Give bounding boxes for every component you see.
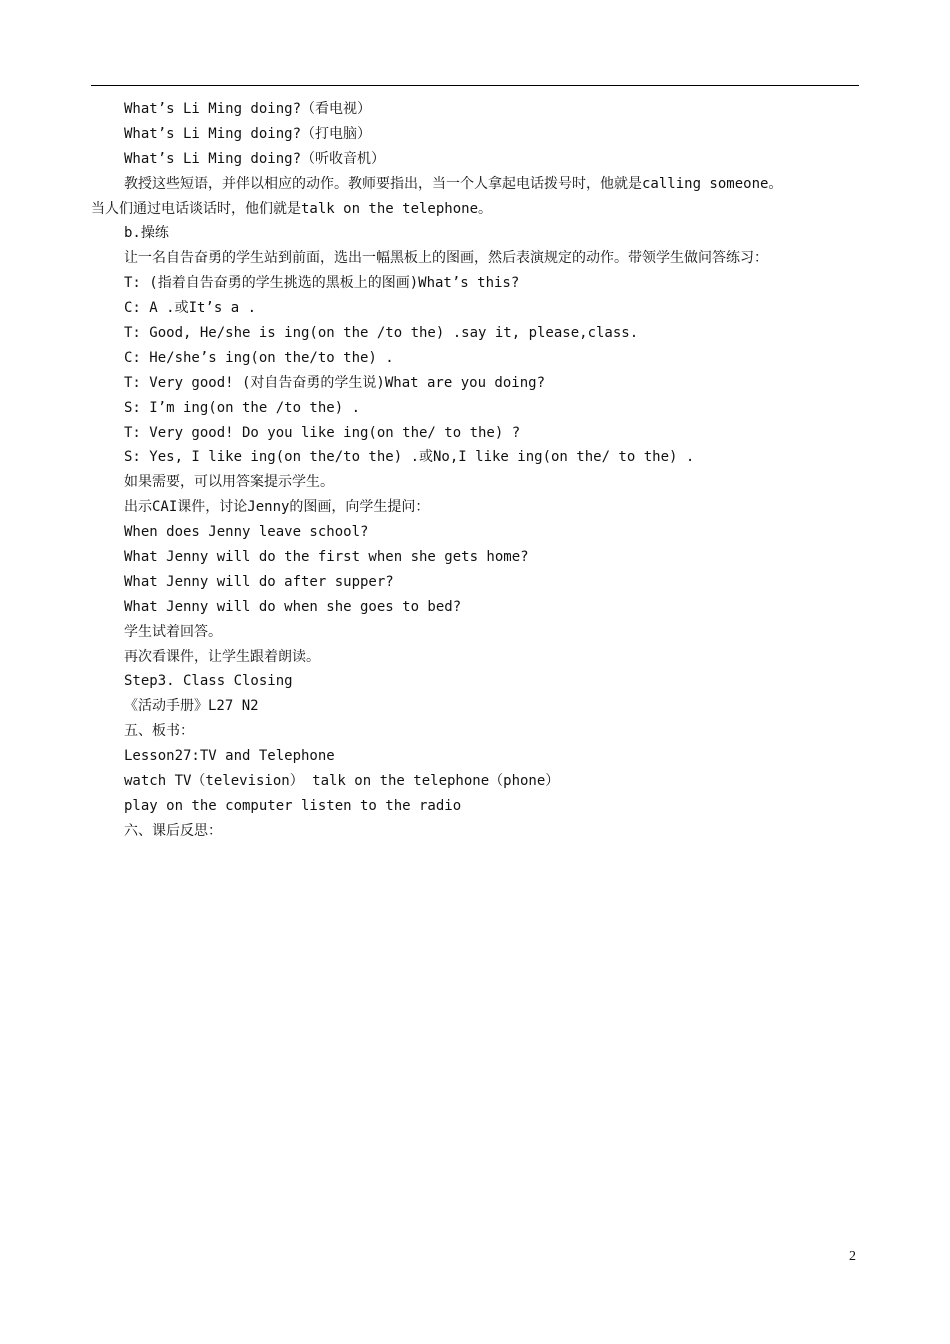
header-rule [91,85,859,86]
text-line: 让一名自告奋勇的学生站到前面，选出一幅黑板上的图画，然后表演规定的动作。带领学生做问答练习： [124,250,768,267]
page-number: 2 [849,1249,856,1264]
text-line: 当人们通过电话谈话时，他们就是talk on the telephone。 [91,200,493,217]
text-line: What’s Li Ming doing?（听收音机） [124,150,386,167]
dialogue-line: C: A .或It’s a . [124,300,257,317]
text-line: 出示CAI课件，讨论Jenny的图画，向学生提问： [124,499,430,516]
dialogue-line: T: Good, He/she is ing(on the /to the) .say it, please,class. [124,325,639,342]
dialogue-line: C: He/she’s ing(on the/to the) . [124,349,394,366]
dialogue-line: S: I’m ing(on the /to the) . [124,399,361,416]
step-heading: Step3. Class Closing [124,673,293,690]
text-line: What’s Li Ming doing?（打电脑） [124,125,372,142]
dialogue-line: T: Very good! Do you like ing(on the/ to the) ? [124,424,521,441]
text-line: 教授这些短语，并伴以相应的动作。教师要指出，当一个人拿起电话拨号时，他就是calling someone。 [124,175,783,192]
section-heading: 五、板书： [124,723,194,740]
dialogue-line: T: (指着自告奋勇的学生挑选的黑板上的图画)What’s this? [124,275,520,292]
question-line: What Jenny will do the first when she gets home? [124,549,529,566]
dialogue-line: S: Yes, I like ing(on the/to the) .或No,I like ing(on the/ to the) . [124,449,695,466]
board-line: watch TV（television） talk on the telephone（phone） [124,773,560,790]
lesson-content [91,97,869,844]
text-line: 《活动手册》L27 N2 [124,698,259,715]
dialogue-line: T: Very good! (对自告奋勇的学生说)What are you doing? [124,374,546,391]
text-line: 再次看课件，让学生跟着朗读。 [124,648,320,665]
text-line: What’s Li Ming doing?（看电视） [124,101,372,117]
text-line: 如果需要，可以用答案提示学生。 [124,474,334,491]
board-line: play on the computer listen to the radio [124,797,462,814]
question-line: What Jenny will do after supper? [124,573,394,590]
text-line: 学生试着回答。 [124,623,222,640]
board-title: Lesson27:TV and Telephone [124,748,335,765]
question-line: When does Jenny leave school? [124,524,369,541]
section-heading: b.操练 [124,225,169,242]
question-line: What Jenny will do when she goes to bed? [124,598,462,615]
section-heading: 六、课后反思： [124,822,222,839]
